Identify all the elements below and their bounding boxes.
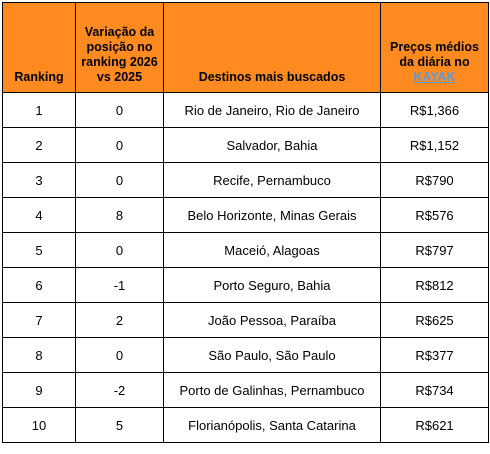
change-cell: 0 <box>76 93 164 128</box>
change-cell: 5 <box>76 408 164 443</box>
table-row <box>3 163 489 198</box>
table-header-row <box>3 3 489 93</box>
table-row <box>3 373 489 408</box>
header-destinations: Destinos mais buscados <box>164 3 381 93</box>
price-cell: R$812 <box>381 268 489 303</box>
destination-cell: Florianópolis, Santa Catarina <box>164 408 381 443</box>
destination-cell: João Pessoa, Paraíba <box>164 303 381 338</box>
price-cell: R$377 <box>381 338 489 373</box>
destination-cell: Maceió, Alagoas <box>164 233 381 268</box>
rank-cell: 6 <box>3 268 76 303</box>
table-row <box>3 338 489 373</box>
header-ranking: Ranking <box>3 3 76 93</box>
change-cell: 0 <box>76 338 164 373</box>
destination-cell: Porto Seguro, Bahia <box>164 268 381 303</box>
price-cell: R$734 <box>381 373 489 408</box>
change-cell: 8 <box>76 198 164 233</box>
rank-cell: 5 <box>3 233 76 268</box>
price-cell: R$1,152 <box>381 128 489 163</box>
header-variation: Variação da posição no ranking 2026 vs 2025 <box>76 3 164 93</box>
price-cell: R$576 <box>381 198 489 233</box>
destination-cell: São Paulo, São Paulo <box>164 338 381 373</box>
change-cell: 0 <box>76 128 164 163</box>
ranking-table <box>2 2 489 443</box>
table-row <box>3 128 489 163</box>
destination-cell: Porto de Galinhas, Pernambuco <box>164 373 381 408</box>
table-row <box>3 408 489 443</box>
rank-cell: 3 <box>3 163 76 198</box>
destination-cell: Recife, Pernambuco <box>164 163 381 198</box>
rank-cell: 4 <box>3 198 76 233</box>
change-cell: -1 <box>76 268 164 303</box>
kayak-link[interactable]: KAYAK <box>413 70 456 84</box>
destination-cell: Rio de Janeiro, Rio de Janeiro <box>164 93 381 128</box>
rank-cell: 8 <box>3 338 76 373</box>
price-cell: R$625 <box>381 303 489 338</box>
rank-cell: 1 <box>3 93 76 128</box>
table-row <box>3 268 489 303</box>
change-cell: -2 <box>76 373 164 408</box>
rank-cell: 9 <box>3 373 76 408</box>
price-cell: R$621 <box>381 408 489 443</box>
table-row <box>3 93 489 128</box>
destination-cell: Belo Horizonte, Minas Gerais <box>164 198 381 233</box>
change-cell: 0 <box>76 233 164 268</box>
price-cell: R$790 <box>381 163 489 198</box>
table-row <box>3 198 489 233</box>
change-cell: 0 <box>76 163 164 198</box>
table-row <box>3 233 489 268</box>
price-cell: R$1,366 <box>381 93 489 128</box>
rank-cell: 7 <box>3 303 76 338</box>
rank-cell: 2 <box>3 128 76 163</box>
destination-cell: Salvador, Bahia <box>164 128 381 163</box>
header-price-label: Preços médios da diária no <box>390 40 479 69</box>
table-row <box>3 303 489 338</box>
change-cell: 2 <box>76 303 164 338</box>
header-price <box>381 3 489 93</box>
price-cell: R$797 <box>381 233 489 268</box>
rank-cell: 10 <box>3 408 76 443</box>
